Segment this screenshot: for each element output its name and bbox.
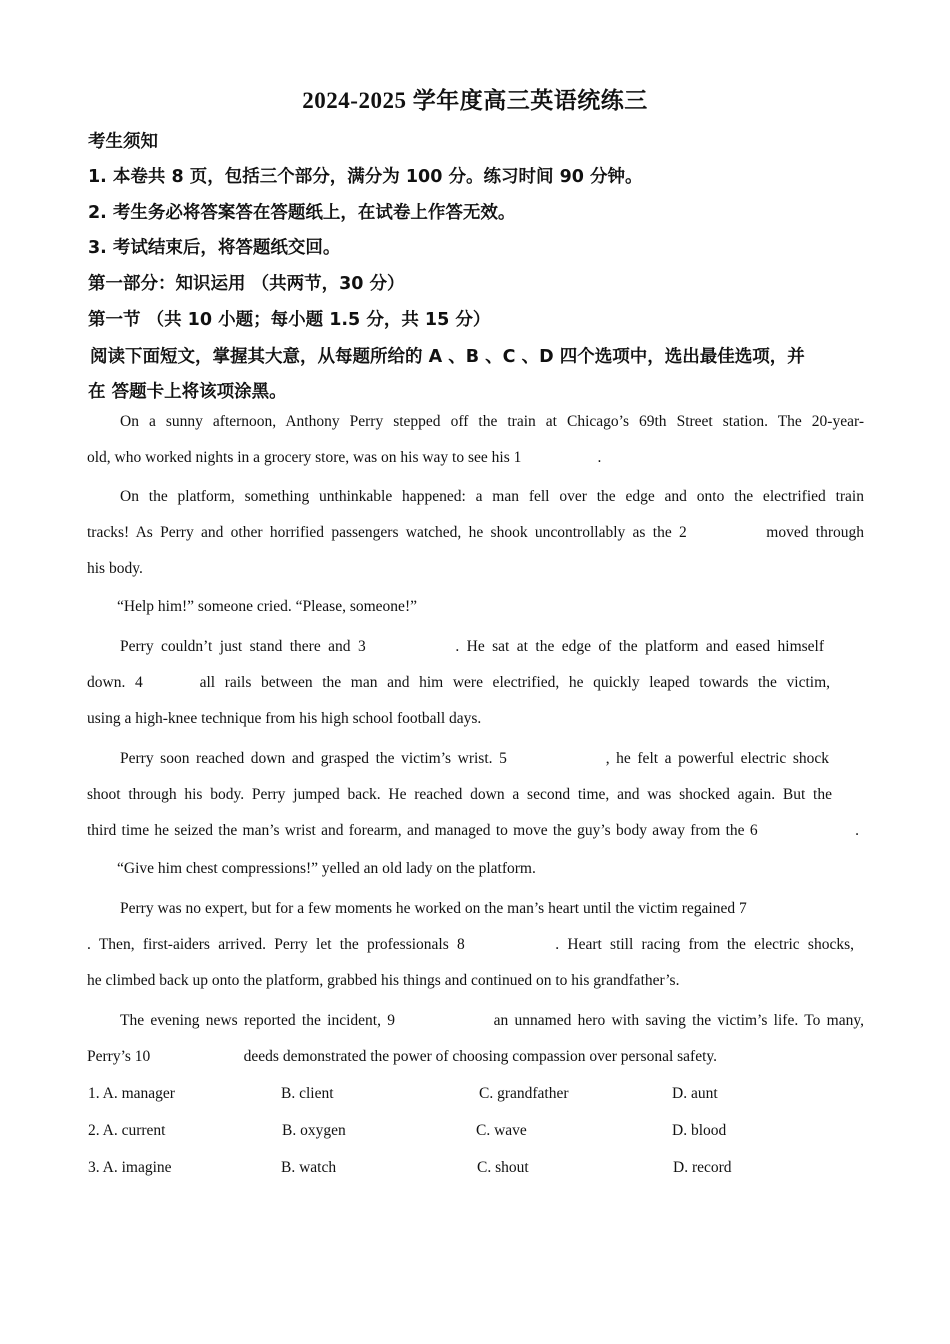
blank-number: 8 — [457, 936, 465, 953]
passage-text: Perry soon reached down and grasped the victim’s wrist. — [120, 750, 493, 767]
option-d[interactable]: D. aunt — [672, 1085, 718, 1102]
passage-line — [87, 638, 824, 656]
passage-text: old, who worked nights in a grocery store, was on his way to see his — [87, 449, 510, 466]
blank-number: 1 — [513, 449, 522, 466]
passage-line: using a high-knee technique from his high school football days. — [87, 710, 482, 727]
passage-text: . Then, first-aiders arrived. Perry let the professionals — [87, 936, 449, 953]
passage-line — [87, 936, 854, 954]
instruction-item: 1. 本卷共 8 页，包括三个部分，满分为 100 分。练习时间 90 分钟。 — [88, 167, 643, 187]
passage-line — [87, 750, 829, 768]
option-a[interactable]: 1. A. manager — [88, 1085, 175, 1102]
option-c[interactable]: C. wave — [476, 1122, 527, 1139]
directions-text: 在 答题卡上将该项涂黑。 — [88, 382, 287, 402]
option-a[interactable]: 3. A. imagine — [88, 1159, 172, 1176]
option-c[interactable]: C. grandfather — [479, 1085, 569, 1102]
passage-text: Perry’s — [87, 1048, 131, 1065]
passage-text: . He sat at the edge of the platform and eased himself — [455, 638, 825, 655]
passage-line — [87, 1012, 864, 1030]
passage-text: all rails between the man and him were electrified, he quickly leaped towards the victim, — [199, 674, 831, 691]
passage-text: moved through — [766, 524, 864, 541]
passage-text: . — [597, 449, 602, 466]
passage-line: On the platform, something unthinkable happened: a man fell over the edge and onto the electrified train — [120, 488, 864, 505]
passage-text: . Heart still racing from the electric shocks, — [555, 936, 855, 953]
directions-text: 阅读下面短文，掌握其大意，从每题所给的 A 、B 、C 、D 四个选项中，选出最佳选项，并 — [90, 347, 805, 367]
passage-text: deeds demonstrated the power of choosing compassion over personal safety. — [243, 1048, 718, 1065]
passage-text: tracks! As Perry and other horrified passengers watched, he shook uncontrollably as the — [87, 524, 672, 541]
passage-line: “Help him!” someone cried. “Please, someone!” — [117, 598, 417, 615]
passage-text: The evening news reported the incident, — [120, 1012, 381, 1029]
blank-number: 10 — [134, 1048, 151, 1065]
instruction-item: 2. 考生务必将答案答在答题纸上，在试卷上作答无效。 — [88, 203, 516, 223]
passage-line — [87, 449, 864, 467]
passage-line: his body. — [87, 560, 143, 577]
blank-number: 4 — [134, 674, 143, 691]
page-title: 2024-2025 学年度高三英语统练三 — [302, 88, 648, 113]
passage-line — [87, 524, 864, 542]
passage-line — [87, 674, 830, 692]
part-heading: 第一部分：知识运用 （共两节，30 分） — [88, 274, 405, 294]
instruction-item: 3. 考试结束后，将答题纸交回。 — [88, 238, 341, 258]
passage-text: down. — [87, 674, 126, 691]
blank-number: 6 — [749, 822, 758, 839]
blank-number: 5 — [499, 750, 507, 767]
instructions-heading: 考生须知 — [88, 132, 158, 152]
passage-text: . — [855, 822, 859, 839]
option-c[interactable]: C. shout — [477, 1159, 529, 1176]
passage-line — [87, 900, 829, 918]
passage-line: On a sunny afternoon, Anthony Perry stepped off the train at Chicago’s 69th Street station. The 20-year- — [120, 413, 864, 430]
option-d[interactable]: D. blood — [672, 1122, 727, 1139]
passage-line — [87, 822, 859, 840]
option-d[interactable]: D. record — [673, 1159, 732, 1176]
option-b[interactable]: B. oxygen — [282, 1122, 346, 1139]
passage-text: an unnamed hero with saving the victim’s life. To many, — [493, 1012, 864, 1029]
blank-number: 7 — [739, 900, 747, 917]
blank-number: 9 — [387, 1012, 396, 1029]
passage-line: he climbed back up onto the platform, grabbed his things and continued on to his grandfather’s. — [87, 972, 680, 989]
option-a[interactable]: 2. A. current — [88, 1122, 166, 1139]
passage-line: shoot through his body. Perry jumped back. He reached down a second time, and was shocked again. But the — [87, 786, 832, 803]
blank-number: 3 — [357, 638, 366, 655]
section-heading: 第一节 （共 10 小题；每小题 1.5 分，共 15 分） — [88, 310, 491, 330]
option-b[interactable]: B. watch — [281, 1159, 337, 1176]
passage-text: third time he seized the man’s wrist and forearm, and managed to move the guy’s body away from the — [87, 822, 745, 839]
passage-line: “Give him chest compressions!” yelled an old lady on the platform. — [117, 860, 536, 877]
passage-line — [87, 1048, 864, 1066]
passage-text: , he felt a powerful electric shock — [605, 750, 829, 767]
option-b[interactable]: B. client — [281, 1085, 334, 1102]
blank-number: 2 — [679, 524, 687, 541]
passage-text: Perry was no expert, but for a few moments he worked on the man’s heart until the victim regained — [120, 900, 736, 917]
passage-text: Perry couldn’t just stand there and — [120, 638, 351, 655]
